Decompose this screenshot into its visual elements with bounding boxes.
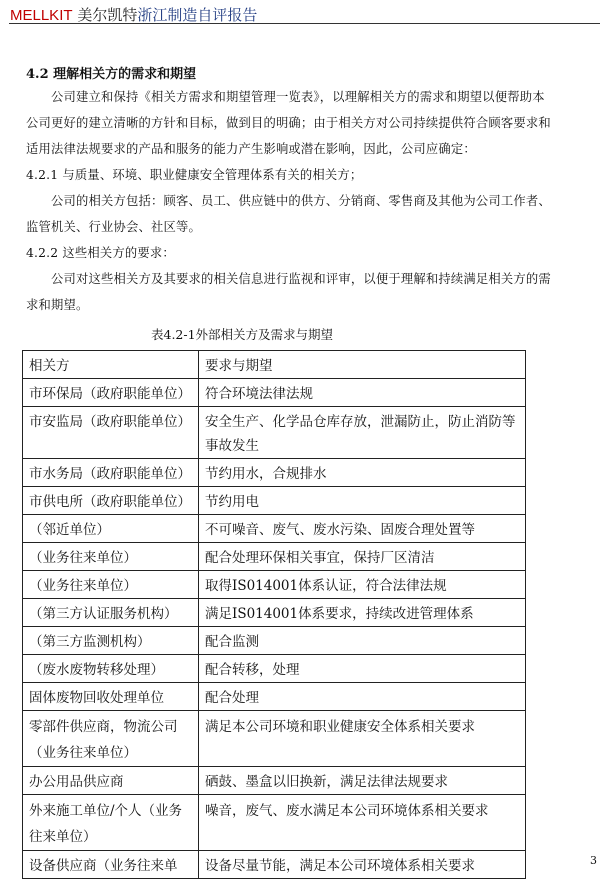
table-caption: 表4.2-1外部相关方及需求与期望 xyxy=(151,327,334,342)
header-cell: 相关方 xyxy=(23,351,199,379)
paragraph-line: 求和期望。 xyxy=(26,298,89,312)
table-row xyxy=(23,655,526,683)
table-row xyxy=(23,683,526,711)
stakeholder-cell: 设备供应商（业务往来单 xyxy=(23,851,199,879)
stakeholder-cell: （业务往来单位） xyxy=(23,571,199,599)
table-row xyxy=(23,487,526,515)
stakeholder-cell: （业务往来单位） xyxy=(23,543,199,571)
table-row xyxy=(23,795,526,851)
table-row xyxy=(23,627,526,655)
table-row xyxy=(23,459,526,487)
paragraph-line: 适用法律法规要求的产品和服务的能力产生影响或潜在影响，因此，公司应确定： xyxy=(26,142,476,156)
stakeholder-cell: （废水废物转移处理） xyxy=(23,655,199,683)
paragraph-line: 公司建立和保持《相关方需求和期望管理一览表》，以理解相关方的需求和期望以便帮助本 xyxy=(26,90,545,104)
paragraph-line: 4.2.1 与质量、环境、职业健康安全管理体系有关的相关方； xyxy=(26,168,363,182)
requirement-cell: 配合监测 xyxy=(199,627,526,655)
requirement-cell: 配合处理环保相关事宜，保持厂区清洁 xyxy=(199,543,526,571)
report-title: 浙江制造自评报告 xyxy=(137,6,258,24)
requirement-cell: 配合转移，处理 xyxy=(199,655,526,683)
table-row xyxy=(23,851,526,879)
table-row xyxy=(23,599,526,627)
brand-cn: 美尔凯特 xyxy=(77,6,138,24)
requirement-cell: 安全生产、化学品仓库存放，泄漏防止，防止消防等事故发生 xyxy=(199,407,526,459)
stakeholder-cell: （第三方认证服务机构） xyxy=(23,599,199,627)
stakeholder-cell: （第三方监测机构） xyxy=(23,627,199,655)
header-cell: 要求与期望 xyxy=(199,351,526,379)
section-heading: 4.2 理解相关方的需求和期望 xyxy=(26,67,197,82)
stakeholder-cell: 外来施工单位/个人（业务往来单位） xyxy=(23,795,199,851)
table-row xyxy=(23,379,526,407)
paragraph-line: 4.2.2 这些相关方的要求： xyxy=(26,246,175,260)
page-number: 3 xyxy=(590,854,597,867)
table-row xyxy=(23,711,526,767)
stakeholder-cell: 市安监局（政府职能单位） xyxy=(23,407,199,459)
stakeholder-cell: 办公用品供应商 xyxy=(23,767,199,795)
table-row xyxy=(23,543,526,571)
stakeholder-table xyxy=(22,350,526,879)
table-header-row xyxy=(23,351,526,379)
requirement-cell: 设备尽量节能，满足本公司环境体系相关要求 xyxy=(199,851,526,879)
requirement-cell: 配合处理 xyxy=(199,683,526,711)
stakeholder-cell: 市环保局（政府职能单位） xyxy=(23,379,199,407)
stakeholder-cell: 市水务局（政府职能单位） xyxy=(23,459,199,487)
requirement-cell: 噪音，废气、废水满足本公司环境体系相关要求 xyxy=(199,795,526,851)
table-row xyxy=(23,767,526,795)
stakeholder-cell: 零部件供应商，物流公司（业务往来单位） xyxy=(23,711,199,767)
table-row xyxy=(23,571,526,599)
table-row xyxy=(23,407,526,459)
paragraph-line: 公司更好的建立清晰的方针和目标，做到目的明确；由于相关方对公司持续提供符合顾客要求和 xyxy=(26,116,551,130)
stakeholder-cell: （邻近单位） xyxy=(23,515,199,543)
paragraph-line: 公司的相关方包括：顾客、员工、供应链中的供方、分销商、零售商及其他为公司工作者、 xyxy=(26,194,551,208)
requirement-cell: 取得IS014001体系认证，符合法律法规 xyxy=(199,571,526,599)
header-divider xyxy=(9,23,600,24)
paragraph-line: 公司对这些相关方及其要求的相关信息进行监视和评审，以便于理解和持续满足相关方的需 xyxy=(26,272,551,286)
requirement-cell: 节约用水，合规排水 xyxy=(199,459,526,487)
brand-logo-text: MELLKIT xyxy=(10,7,73,24)
requirement-cell: 满足IS014001体系要求，持续改进管理体系 xyxy=(199,599,526,627)
table-row xyxy=(23,515,526,543)
page-header xyxy=(10,4,257,25)
requirement-cell: 不可噪音、废气、废水污染、固废合理处置等 xyxy=(199,515,526,543)
requirement-cell: 节约用电 xyxy=(199,487,526,515)
stakeholder-cell: 市供电所（政府职能单位） xyxy=(23,487,199,515)
stakeholder-cell: 固体废物回收处理单位 xyxy=(23,683,199,711)
requirement-cell: 满足本公司环境和职业健康安全体系相关要求 xyxy=(199,711,526,767)
paragraph-line: 监管机关、行业协会、社区等。 xyxy=(26,220,201,234)
requirement-cell: 硒鼓、墨盒以旧换新，满足法律法规要求 xyxy=(199,767,526,795)
requirement-cell: 符合环境法律法规 xyxy=(199,379,526,407)
